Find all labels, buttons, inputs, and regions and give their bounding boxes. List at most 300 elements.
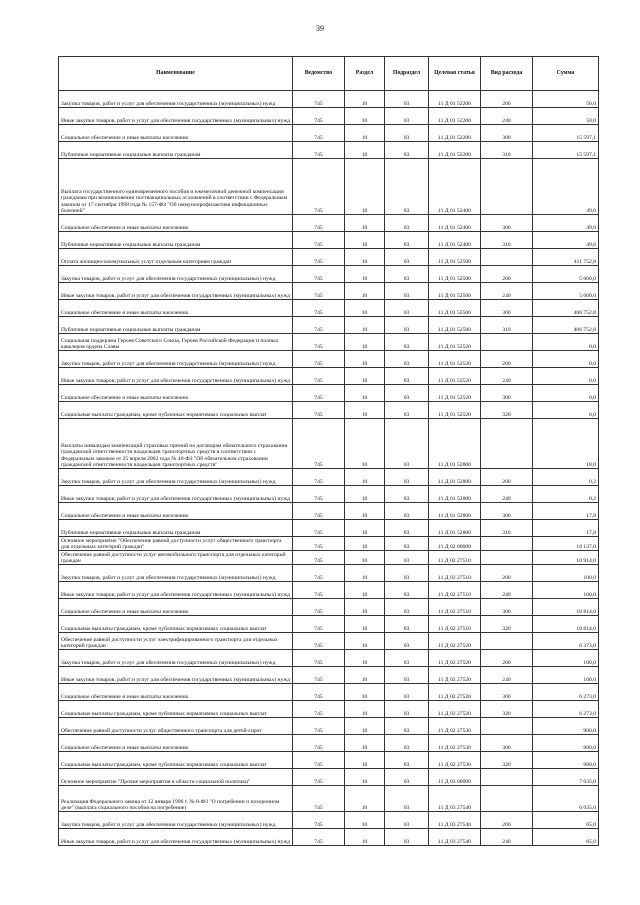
row-name: Выплата государственного единовременного пособия и ежемесячной денежной компенсации гражданам при возникновении поствакцинальных осложнений в соответствии с Федеральным законом от 17 сентября 1998 года № 157-ФЗ "Об иммунопрофилактике инфекционных болезней" <box>59 159 293 215</box>
row-subsection: 03 <box>385 786 429 812</box>
row-amount: 6 273,0 <box>533 684 599 701</box>
row-section: 10 <box>345 616 385 633</box>
row-amount: 0,2 <box>533 486 599 503</box>
row-target-article: 11 Д 01 52400 <box>429 232 481 249</box>
row-amount: 6 273,0 <box>533 701 599 718</box>
row-target-article: 11 Д 01 52200 <box>429 108 481 125</box>
row-section: 10 <box>345 266 385 283</box>
row-amount: 65,0 <box>533 812 599 829</box>
row-section: 10 <box>345 786 385 812</box>
row-target-article: 11 Д 01 52500 <box>429 300 481 317</box>
table-row <box>59 283 599 300</box>
row-amount: 6 035,0 <box>533 786 599 812</box>
row-expense-type: 200 <box>481 650 533 667</box>
row-expense-type: 320 <box>481 752 533 769</box>
row-expense-type: 300 <box>481 599 533 616</box>
row-section: 10 <box>345 249 385 266</box>
row-section: 10 <box>345 769 385 786</box>
table-row <box>59 599 599 616</box>
row-expense-type: 240 <box>481 283 533 300</box>
row-name: Закупка товаров, работ и услуг для обеспечения государственных (муниципальных) нужд <box>59 469 293 486</box>
table-row <box>59 142 599 159</box>
table-row <box>59 266 599 283</box>
row-expense-type: 300 <box>481 215 533 232</box>
row-target-article: 11 Д 01 52200 <box>429 91 481 108</box>
row-expense-type <box>481 786 533 812</box>
row-target-article: 11 Д 01 52800 <box>429 469 481 486</box>
row-section: 10 <box>345 829 385 846</box>
row-department: 745 <box>293 565 345 582</box>
row-target-article: 11 Д 01 52400 <box>429 215 481 232</box>
row-expense-type <box>481 334 533 351</box>
row-section: 10 <box>345 125 385 142</box>
table-row <box>59 650 599 667</box>
header-subsection: Подраздел <box>385 57 429 91</box>
row-amount: 5 000,0 <box>533 266 599 283</box>
row-expense-type <box>481 633 533 650</box>
row-name: Иные закупки товаров, работ и услуг для обеспечения государственных (муниципальных) нужд <box>59 108 293 125</box>
row-target-article: 11 Д 01 52500 <box>429 283 481 300</box>
row-amount: 50,0 <box>533 91 599 108</box>
row-department: 745 <box>293 633 345 650</box>
row-subsection: 03 <box>385 317 429 334</box>
row-department: 745 <box>293 351 345 368</box>
row-expense-type <box>481 249 533 266</box>
row-expense-type: 200 <box>481 266 533 283</box>
row-expense-type <box>481 551 533 565</box>
row-name: Закупка товаров, работ и услуг для обеспечения государственных (муниципальных) нужд <box>59 650 293 667</box>
row-expense-type: 300 <box>481 503 533 520</box>
row-name: Оплата жилищно-коммунальных услуг отдельным категориям граждан <box>59 249 293 266</box>
row-name: Иные закупки товаров, работ и услуг для обеспечения государственных (муниципальных) нужд <box>59 582 293 599</box>
header-expense-type: Вид расхода <box>481 57 533 91</box>
table-row <box>59 616 599 633</box>
table-row <box>59 812 599 829</box>
row-name: Социальное обеспечение и иные выплаты населению <box>59 385 293 402</box>
table-row <box>59 701 599 718</box>
row-section: 10 <box>345 300 385 317</box>
row-subsection: 03 <box>385 368 429 385</box>
row-department: 745 <box>293 317 345 334</box>
row-amount: 10 914,0 <box>533 551 599 565</box>
row-expense-type: 200 <box>481 565 533 582</box>
row-department: 745 <box>293 650 345 667</box>
row-target-article: 11 Д 03 00000 <box>429 769 481 786</box>
row-amount: 5 000,0 <box>533 283 599 300</box>
table-row <box>59 537 599 551</box>
row-name: Закупка товаров, работ и услуг для обеспечения государственных (муниципальных) нужд <box>59 565 293 582</box>
row-department: 745 <box>293 91 345 108</box>
row-expense-type: 310 <box>481 317 533 334</box>
table-row <box>59 503 599 520</box>
row-section: 10 <box>345 215 385 232</box>
row-subsection: 03 <box>385 283 429 300</box>
header-department: Ведомство <box>293 57 345 91</box>
row-department: 745 <box>293 812 345 829</box>
row-expense-type: 200 <box>481 91 533 108</box>
row-section: 10 <box>345 701 385 718</box>
row-name: Публичные нормативные социальные выплаты гражданам <box>59 317 293 334</box>
row-section: 10 <box>345 419 385 469</box>
row-name: Социальные выплаты гражданам, кроме публичных нормативных социальных выплат <box>59 752 293 769</box>
table-row <box>59 520 599 537</box>
row-subsection: 03 <box>385 667 429 684</box>
row-subsection: 03 <box>385 125 429 142</box>
row-expense-type: 240 <box>481 108 533 125</box>
row-subsection: 03 <box>385 402 429 419</box>
row-amount: 17,8 <box>533 503 599 520</box>
row-subsection: 03 <box>385 91 429 108</box>
row-amount: 50,0 <box>533 108 599 125</box>
row-department: 745 <box>293 108 345 125</box>
row-name: Реализация Федерального закона от 12 января 1996 г. № 8-ФЗ "О погребении и похоронном деле" (выплата социального пособия на погребение) <box>59 786 293 812</box>
table-row <box>59 469 599 486</box>
row-amount: 0,0 <box>533 368 599 385</box>
row-amount: 49,6 <box>533 215 599 232</box>
row-target-article: 11 Д 02 27530 <box>429 718 481 735</box>
row-section: 10 <box>345 599 385 616</box>
row-amount: 15 597,1 <box>533 125 599 142</box>
row-subsection: 03 <box>385 565 429 582</box>
row-department: 745 <box>293 368 345 385</box>
row-subsection: 03 <box>385 769 429 786</box>
row-expense-type: 310 <box>481 232 533 249</box>
row-target-article: 11 Д 01 52520 <box>429 351 481 368</box>
row-section: 10 <box>345 633 385 650</box>
row-amount: 100,0 <box>533 582 599 599</box>
row-amount: 10 814,0 <box>533 616 599 633</box>
row-amount: 49,6 <box>533 232 599 249</box>
row-department: 745 <box>293 300 345 317</box>
row-name: Публичные нормативные социальные выплаты гражданам <box>59 520 293 537</box>
row-subsection: 03 <box>385 829 429 846</box>
table-row <box>59 125 599 142</box>
row-target-article: 11 Д 01 52520 <box>429 334 481 351</box>
row-section: 10 <box>345 486 385 503</box>
row-section: 10 <box>345 283 385 300</box>
row-target-article: 11 Д 02 00000 <box>429 537 481 551</box>
row-department: 745 <box>293 752 345 769</box>
row-department: 745 <box>293 537 345 551</box>
row-name: Социальное обеспечение и иные выплаты населению <box>59 684 293 701</box>
row-department: 745 <box>293 486 345 503</box>
row-expense-type: 240 <box>481 667 533 684</box>
row-subsection: 03 <box>385 701 429 718</box>
row-target-article: 11 Д 03 27540 <box>429 786 481 812</box>
row-target-article: 11 Д 02 27520 <box>429 684 481 701</box>
table-row <box>59 565 599 582</box>
row-amount: 0,0 <box>533 351 599 368</box>
row-name: Социальные выплаты гражданам, кроме публичных нормативных социальных выплат <box>59 701 293 718</box>
row-subsection: 03 <box>385 385 429 402</box>
row-amount: 100,0 <box>533 565 599 582</box>
table-row <box>59 667 599 684</box>
row-amount: 7 035,0 <box>533 769 599 786</box>
row-section: 10 <box>345 159 385 215</box>
table-row <box>59 633 599 650</box>
row-amount: 0,2 <box>533 469 599 486</box>
table-row <box>59 317 599 334</box>
table-row <box>59 334 599 351</box>
row-section: 10 <box>345 812 385 829</box>
row-department: 745 <box>293 266 345 283</box>
table-row <box>59 385 599 402</box>
row-department: 745 <box>293 385 345 402</box>
row-section: 10 <box>345 334 385 351</box>
row-target-article: 11 Д 01 52800 <box>429 503 481 520</box>
row-target-article: 11 Д 03 27540 <box>429 829 481 846</box>
row-expense-type <box>481 537 533 551</box>
row-section: 10 <box>345 650 385 667</box>
row-target-article: 11 Д 01 52520 <box>429 385 481 402</box>
row-section: 10 <box>345 667 385 684</box>
row-section: 10 <box>345 520 385 537</box>
row-amount: 15 597,1 <box>533 142 599 159</box>
row-subsection: 03 <box>385 351 429 368</box>
row-name: Социальное обеспечение и иные выплаты населению <box>59 599 293 616</box>
row-target-article: 11 Д 01 52520 <box>429 368 481 385</box>
row-expense-type: 200 <box>481 469 533 486</box>
header-amount: Сумма <box>533 57 599 91</box>
row-department: 745 <box>293 599 345 616</box>
row-subsection: 03 <box>385 650 429 667</box>
row-department: 745 <box>293 551 345 565</box>
header-name: Наименование <box>59 57 293 91</box>
row-department: 745 <box>293 520 345 537</box>
row-department: 745 <box>293 684 345 701</box>
row-amount: 49,6 <box>533 159 599 215</box>
row-expense-type: 320 <box>481 616 533 633</box>
row-department: 745 <box>293 616 345 633</box>
table-row <box>59 249 599 266</box>
row-name: Социальные выплаты гражданам, кроме публичных нормативных социальных выплат <box>59 402 293 419</box>
row-section: 10 <box>345 551 385 565</box>
row-expense-type: 300 <box>481 385 533 402</box>
row-subsection: 03 <box>385 633 429 650</box>
row-subsection: 03 <box>385 503 429 520</box>
row-subsection: 03 <box>385 551 429 565</box>
row-subsection: 03 <box>385 266 429 283</box>
row-name: Социальное обеспечение и иные выплаты населению <box>59 125 293 142</box>
row-section: 10 <box>345 351 385 368</box>
row-target-article: 11 Д 02 27520 <box>429 667 481 684</box>
row-section: 10 <box>345 684 385 701</box>
row-department: 745 <box>293 769 345 786</box>
row-name: Закупка товаров, работ и услуг для обеспечения государственных (муниципальных) нужд <box>59 266 293 283</box>
row-expense-type: 310 <box>481 142 533 159</box>
row-expense-type: 240 <box>481 829 533 846</box>
row-section: 10 <box>345 537 385 551</box>
row-name: Выплаты инвалидам компенсаций страховых премий по договорам обязательного страхования гражданской ответственности владельцев транспортных средств в соответствии с Федеральным законом от 25 апреля 2002 года № 40-ФЗ "Об обязательном страховании гражданской ответственности владельцев транспортных средств" <box>59 419 293 469</box>
row-department: 745 <box>293 125 345 142</box>
row-target-article: 11 Д 02 27510 <box>429 565 481 582</box>
row-expense-type <box>481 718 533 735</box>
row-section: 10 <box>345 565 385 582</box>
row-section: 10 <box>345 735 385 752</box>
row-section: 10 <box>345 91 385 108</box>
header-target-article: Целевая статья <box>429 57 481 91</box>
table-row <box>59 232 599 249</box>
row-subsection: 03 <box>385 469 429 486</box>
row-department: 745 <box>293 334 345 351</box>
row-subsection: 03 <box>385 616 429 633</box>
row-name: Закупка товаров, работ и услуг для обеспечения государственных (муниципальных) нужд <box>59 812 293 829</box>
row-department: 745 <box>293 215 345 232</box>
table-row <box>59 752 599 769</box>
row-department: 745 <box>293 469 345 486</box>
row-target-article: 11 Д 01 52520 <box>429 402 481 419</box>
row-section: 10 <box>345 108 385 125</box>
row-name: Публичные нормативные социальные выплаты гражданам <box>59 142 293 159</box>
row-department: 745 <box>293 249 345 266</box>
row-expense-type <box>481 419 533 469</box>
row-target-article: 11 Д 01 52800 <box>429 520 481 537</box>
row-subsection: 03 <box>385 419 429 469</box>
row-name: Иные закупки товаров, работ и услуг для обеспечения государственных (муниципальных) нужд <box>59 368 293 385</box>
row-amount: 18 137,0 <box>533 537 599 551</box>
row-section: 10 <box>345 503 385 520</box>
table-row <box>59 551 599 565</box>
row-expense-type: 300 <box>481 125 533 142</box>
row-amount: 6 373,0 <box>533 633 599 650</box>
row-name: Закупка товаров, работ и услуг для обеспечения государственных (муниципальных) нужд <box>59 91 293 108</box>
table-row <box>59 582 599 599</box>
row-amount: 900,0 <box>533 752 599 769</box>
row-department: 745 <box>293 503 345 520</box>
row-target-article: 11 Д 01 52500 <box>429 249 481 266</box>
row-amount: 900,0 <box>533 735 599 752</box>
row-subsection: 03 <box>385 599 429 616</box>
row-department: 745 <box>293 283 345 300</box>
row-subsection: 03 <box>385 752 429 769</box>
row-subsection: 03 <box>385 142 429 159</box>
row-amount: 18,0 <box>533 419 599 469</box>
row-expense-type: 240 <box>481 582 533 599</box>
row-department: 745 <box>293 701 345 718</box>
row-expense-type: 240 <box>481 486 533 503</box>
row-target-article: 11 Д 01 52500 <box>429 266 481 283</box>
row-department: 745 <box>293 667 345 684</box>
row-department: 745 <box>293 582 345 599</box>
table-row <box>59 368 599 385</box>
row-section: 10 <box>345 752 385 769</box>
row-name: Закупка товаров, работ и услуг для обеспечения государственных (муниципальных) нужд <box>59 351 293 368</box>
table-row <box>59 108 599 125</box>
table-body <box>59 91 599 846</box>
row-department: 745 <box>293 735 345 752</box>
row-department: 745 <box>293 419 345 469</box>
row-subsection: 03 <box>385 300 429 317</box>
row-target-article: 11 Д 01 52800 <box>429 419 481 469</box>
table-row <box>59 419 599 469</box>
table-row <box>59 300 599 317</box>
table-row <box>59 769 599 786</box>
row-name: Социальная поддержка Героев Советского Союза, Героев Российской Федерации и полных кавалеров ордена Славы <box>59 334 293 351</box>
row-expense-type <box>481 769 533 786</box>
row-name: Социальные выплаты гражданам, кроме публичных нормативных социальных выплат <box>59 616 293 633</box>
table-row <box>59 91 599 108</box>
row-name: Социальное обеспечение и иные выплаты населению <box>59 735 293 752</box>
row-section: 10 <box>345 385 385 402</box>
row-section: 10 <box>345 718 385 735</box>
row-department: 745 <box>293 159 345 215</box>
row-expense-type: 320 <box>481 701 533 718</box>
page-number: 39 <box>316 24 324 33</box>
row-name: Социальное обеспечение и иные выплаты населению <box>59 503 293 520</box>
row-subsection: 03 <box>385 684 429 701</box>
row-subsection: 03 <box>385 520 429 537</box>
row-department: 745 <box>293 786 345 812</box>
row-subsection: 03 <box>385 334 429 351</box>
row-amount: 0,0 <box>533 385 599 402</box>
row-target-article: 11 Д 02 27530 <box>429 752 481 769</box>
table-row <box>59 402 599 419</box>
row-department: 745 <box>293 402 345 419</box>
row-amount: 10 814,0 <box>533 599 599 616</box>
row-target-article: 11 Д 02 27520 <box>429 701 481 718</box>
row-amount: 65,0 <box>533 829 599 846</box>
row-amount: 900,0 <box>533 718 599 735</box>
row-amount: 0,0 <box>533 402 599 419</box>
row-section: 10 <box>345 469 385 486</box>
row-target-article: 11 Д 02 27510 <box>429 616 481 633</box>
row-target-article: 11 Д 01 52800 <box>429 486 481 503</box>
row-subsection: 03 <box>385 812 429 829</box>
row-target-article: 11 Д 02 27510 <box>429 599 481 616</box>
row-target-article: 11 Д 02 27510 <box>429 582 481 599</box>
header-section: Раздел <box>345 57 385 91</box>
row-target-article: 11 Д 01 52200 <box>429 142 481 159</box>
row-name: Социальное обеспечение и иные выплаты населению <box>59 215 293 232</box>
table-row <box>59 351 599 368</box>
row-subsection: 03 <box>385 735 429 752</box>
row-expense-type: 300 <box>481 735 533 752</box>
row-subsection: 03 <box>385 486 429 503</box>
row-name: Иные закупки товаров, работ и услуг для обеспечения государственных (муниципальных) нужд <box>59 486 293 503</box>
table-row <box>59 829 599 846</box>
row-name: Иные закупки товаров, работ и услуг для обеспечения государственных (муниципальных) нужд <box>59 283 293 300</box>
row-expense-type: 310 <box>481 520 533 537</box>
row-subsection: 03 <box>385 249 429 266</box>
row-target-article: 11 Д 02 27530 <box>429 735 481 752</box>
row-subsection: 03 <box>385 537 429 551</box>
row-expense-type: 300 <box>481 684 533 701</box>
table-header-row <box>59 57 599 91</box>
row-department: 745 <box>293 142 345 159</box>
row-section: 10 <box>345 317 385 334</box>
row-subsection: 03 <box>385 108 429 125</box>
row-target-article: 11 Д 02 27520 <box>429 633 481 650</box>
row-amount: 0,0 <box>533 334 599 351</box>
row-target-article: 11 Д 02 27510 <box>429 551 481 565</box>
table-row <box>59 215 599 232</box>
row-name: Основное мероприятие "Прочие мероприятия в области социальной политики" <box>59 769 293 786</box>
row-amount: 100,0 <box>533 667 599 684</box>
table-row <box>59 735 599 752</box>
row-department: 745 <box>293 718 345 735</box>
row-name: Обеспечение равной доступности услуг электрифицированного транспорта для отдельных категорий граждан <box>59 633 293 650</box>
row-amount: 411 752,8 <box>533 249 599 266</box>
row-amount: 406 752,8 <box>533 300 599 317</box>
row-department: 745 <box>293 829 345 846</box>
row-name: Иные закупки товаров, работ и услуг для обеспечения государственных (муниципальных) нужд <box>59 667 293 684</box>
row-expense-type: 240 <box>481 368 533 385</box>
table-row <box>59 159 599 215</box>
row-section: 10 <box>345 582 385 599</box>
row-amount: 100,0 <box>533 650 599 667</box>
row-target-article: 11 Д 01 52400 <box>429 159 481 215</box>
row-name: Социальное обеспечение и иные выплаты населению <box>59 300 293 317</box>
